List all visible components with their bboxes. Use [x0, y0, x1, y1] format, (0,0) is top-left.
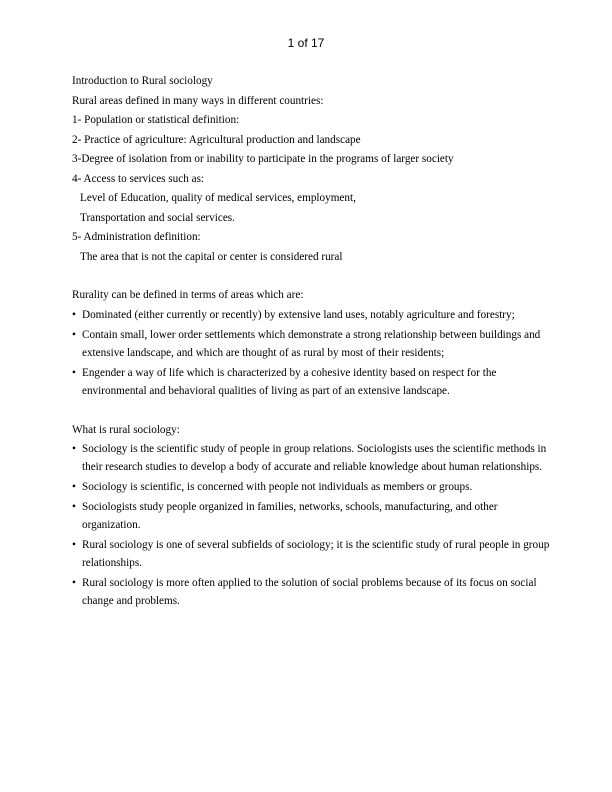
rurality-bullet: • Engender a way of life which is characterized by a cohesive identity based on respect for the environmental and behavioral qualities of living as part of an extensive landscape.: [72, 364, 552, 400]
rurality-bullet: • Contain small, lower order settlements which demonstrate a strong relationship between buildings and extensive landscape, and which are thought of as rural by most of their residents;: [72, 326, 552, 362]
definition-5: 5- Administration definition:: [72, 231, 201, 243]
definition-1: 1- Population or statistical definition:: [72, 114, 240, 126]
rurality-heading: Rurality can be defined in terms of areas which are:: [72, 289, 304, 301]
section-spacer: [72, 402, 552, 421]
section-spacer: [72, 267, 552, 286]
definition-4-detail-1: Level of Education, quality of medical services, employment,: [80, 192, 356, 204]
definition-4: 4- Access to services such as:: [72, 172, 205, 185]
what-is-bullet: • Sociologists study people organized in families, networks, schools, manufacturing, and other organization.: [72, 498, 552, 534]
definition-2: 2- Practice of agriculture: Agricultural production and landscape: [72, 133, 361, 146]
what-is-heading: What is rural sociology:: [72, 423, 180, 436]
document-body: [72, 72, 552, 612]
intro-line: Rural areas defined in many ways in different countries:: [72, 94, 324, 107]
what-is-bullet: • Rural sociology is more often applied to the solution of social problems because of its focus on social change and problems.: [72, 574, 552, 610]
what-is-bullet: • Sociology is scientific, is concerned with people not individuals as members or groups.: [72, 478, 552, 496]
what-is-bullet: • Rural sociology is one of several subfields of sociology; it is the scientific study of rural people in group relationships.: [72, 536, 552, 572]
definition-3: 3-Degree of isolation from or inability to participate in the programs of larger society: [72, 153, 454, 165]
rurality-list: [72, 306, 552, 400]
definition-5-detail: The area that is not the capital or center is considered rural: [80, 250, 343, 263]
what-is-list: [72, 440, 552, 610]
rurality-bullet: • Dominated (either currently or recently) by extensive land uses, notably agriculture and forestry;: [72, 306, 552, 324]
what-is-bullet: • Sociology is the scientific study of people in group relations. Sociologists uses the scientific methods in their research studies to develop a body of accurate and reliable knowledge about human relationships.: [72, 440, 552, 476]
page-indicator: 1 of 17: [287, 36, 325, 50]
document-title: Introduction to Rural sociology: [72, 75, 213, 87]
definition-4-detail-2: Transportation and social services.: [80, 211, 235, 224]
